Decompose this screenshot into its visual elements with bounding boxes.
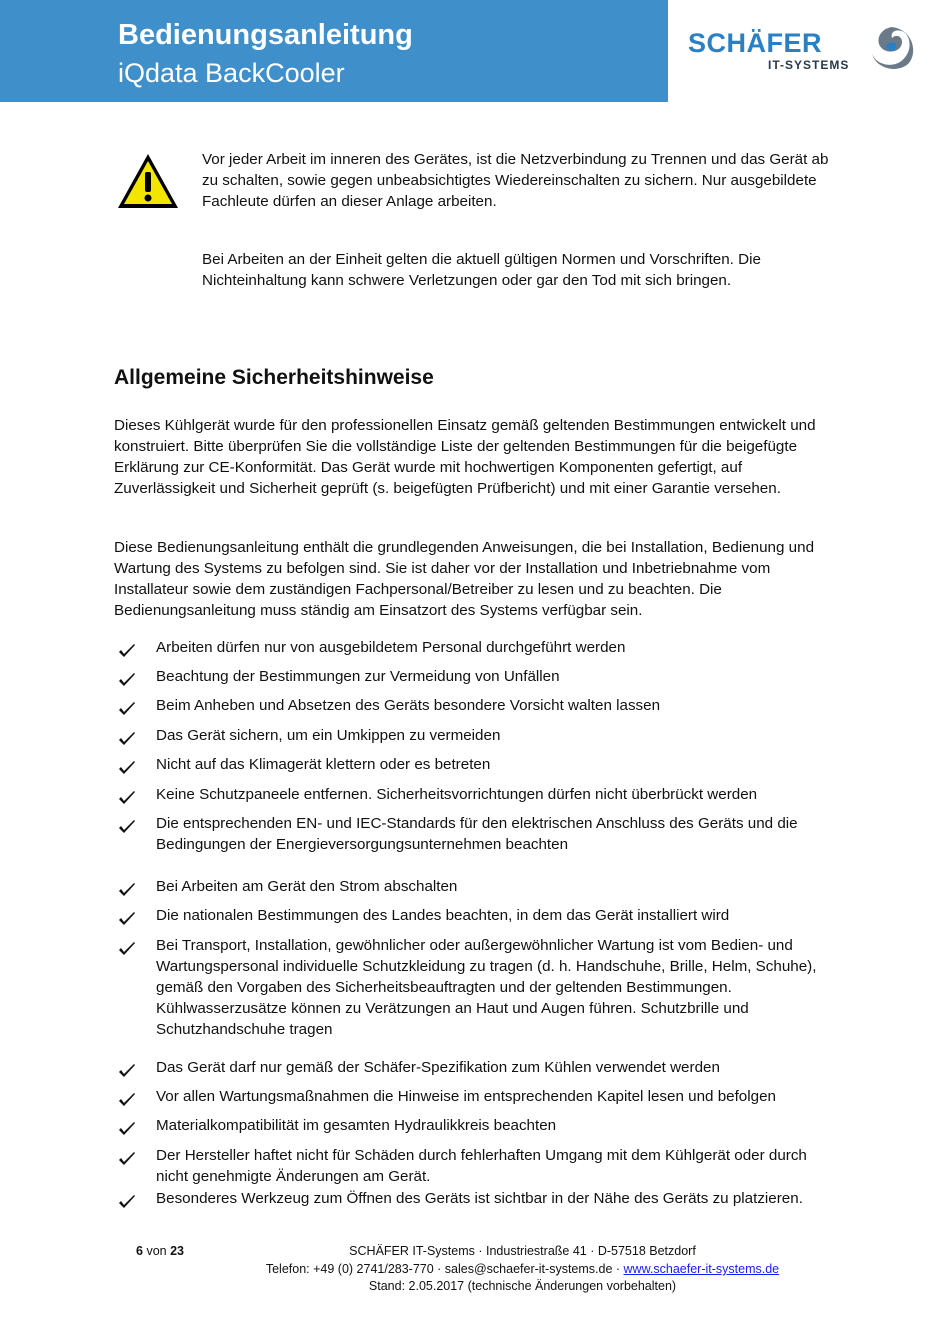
checklist-item: Bei Transport, Installation, gewöhnlicher oder außergewöhnlicher Wartung ist vom Bedien- und Wartungspersonal individuelle Schutzkleidung zu tragen (d. h. Handschuhe, Brille, Helm, Schuhe), gemäß den Vorgaben des Sicherheitsbeauftragten und der geltenden Bestimmungen. Kühlwasserzusätze können zu Verätzungen an Haut und Augen führen. Schutzbrille und Schutzhandschuhe tragen	[156, 937, 817, 1038]
checkmark-icon	[117, 882, 137, 898]
checkmark-icon	[117, 911, 137, 927]
footer-contact-text: Telefon: +49 (0) 2741/283-770 · sales@schaefer-it-systems.de ·	[265, 1262, 624, 1276]
checklist-item: Der Hersteller haftet nicht für Schäden durch fehlerhaften Umgang mit dem Kühlgerät oder durch nicht genehmigte Änderungen am Gerät.	[156, 1147, 807, 1185]
checkmark-icon	[117, 731, 137, 747]
checkmark-icon	[117, 1194, 137, 1210]
checklist-item: Die entsprechenden EN- und IEC-Standards für den elektrischen Anschluss des Geräts und die Bedingungen der Energieversorgungsunternehmen beachten	[156, 815, 798, 853]
checkmark-icon	[117, 760, 137, 776]
checkmark-icon	[117, 1092, 137, 1108]
page-of: von	[146, 1244, 167, 1258]
logo-wordmark: SCHÄFER	[688, 28, 823, 58]
checklist-item: Keine Schutzpaneele entfernen. Sicherheitsvorrichtungen dürfen nicht überbrückt werden	[156, 786, 758, 803]
intro-paragraph-1: Dieses Kühlgerät wurde für den professionellen Einsatz gemäß geltenden Bestimmungen entwickelt und konstruiert. Bitte überprüfen Sie die vollständige Liste der geltenden Bestimmungen für die beigefügte Erklärung zur CE-Konformität. Das Gerät wurde mit hochwertigen Komponenten gefertigt, auf Zuverlässigkeit und Sicherheit geprüft (s. beigefügten Prüfbericht) und mit einer Garantie versehen.	[114, 417, 816, 497]
document-title: Bedienungsanleitung	[118, 19, 413, 51]
checklist-item: Vor allen Wartungsmaßnahmen die Hinweise im entsprechenden Kapitel lesen und befolgen	[156, 1088, 776, 1105]
warning-triangle-icon	[116, 152, 180, 210]
intro-paragraph-2: Diese Bedienungsanleitung enthält die grundlegenden Anweisungen, die bei Installation, Bedienung und Wartung des Systems zu befolgen sind. Sie ist daher vor der Installation und Inbetriebnahme vom Installateur sowie dem zuständigen Fachpersonal/Betreiber zu lesen und zu beachten. Die Bedienungsanleitung muss ständig am Einsatzort des Systems verfügbar sein.	[114, 539, 815, 619]
warning-text-1: Vor jeder Arbeit im inneren des Gerätes, ist die Netzverbindung zu Trennen und das Gerät ab zu schalten, sowie gegen unbeabsichtigtes Wiedereinschalten zu sichern. Nur ausgebildete Fachleute dürfen an dieser Anlage arbeiten.	[202, 151, 829, 210]
checklist-item: Materialkompatibilität im gesamten Hydraulikkreis beachten	[156, 1117, 557, 1134]
footer-contact	[0, 1260, 950, 1278]
checkmark-icon	[117, 701, 137, 717]
checklist-item: Beim Anheben und Absetzen des Geräts besondere Vorsicht walten lassen	[156, 697, 661, 714]
checklist-item: Beachtung der Bestimmungen zur Vermeidung von Unfällen	[156, 668, 560, 685]
checkmark-icon	[117, 672, 137, 688]
checkmark-icon	[117, 1121, 137, 1137]
checkmark-icon	[117, 790, 137, 806]
section-heading: Allgemeine Sicherheitshinweise	[114, 366, 434, 389]
checklist-item: Bei Arbeiten am Gerät den Strom abschalten	[156, 878, 458, 895]
checkmark-icon	[117, 643, 137, 659]
logo-subline: IT-SYSTEMS	[768, 58, 850, 72]
checklist-item: Arbeiten dürfen nur von ausgebildetem Personal durchgeführt werden	[156, 639, 626, 656]
footer-address: SCHÄFER IT-Systems · Industriestraße 41 · D-57518 Betzdorf	[349, 1244, 696, 1258]
page-current: 6	[136, 1244, 143, 1258]
checkmark-icon	[117, 1063, 137, 1079]
page-total: 23	[170, 1244, 184, 1258]
document-subtitle: iQdata BackCooler	[118, 58, 345, 88]
company-logo	[688, 24, 920, 76]
website-link[interactable]: www.schaefer-it-systems.de	[623, 1262, 780, 1276]
checkmark-icon	[117, 941, 137, 957]
checkmark-icon	[117, 819, 137, 835]
checklist-item: Nicht auf das Klimagerät klettern oder es betreten	[156, 756, 491, 773]
checkmark-icon	[117, 1151, 137, 1167]
warning-text-2: Bei Arbeiten an der Einheit gelten die aktuell gültigen Normen und Vorschriften. Die Nichteinhaltung kann schwere Verletzungen oder gar den Tod mit sich bringen.	[202, 251, 761, 289]
footer-status: Stand: 2.05.2017 (technische Änderungen vorbehalten)	[368, 1279, 677, 1293]
logo-swirl-icon	[866, 24, 916, 74]
checklist-item: Das Gerät darf nur gemäß der Schäfer-Spezifikation zum Kühlen verwendet werden	[156, 1059, 720, 1076]
checklist-item: Besonderes Werkzeug zum Öffnen des Geräts ist sichtbar in der Nähe des Geräts zu platzieren.	[156, 1190, 803, 1207]
checklist-item: Das Gerät sichern, um ein Umkippen zu vermeiden	[156, 727, 501, 744]
checklist-item: Die nationalen Bestimmungen des Landes beachten, in dem das Gerät installiert wird	[156, 907, 730, 924]
